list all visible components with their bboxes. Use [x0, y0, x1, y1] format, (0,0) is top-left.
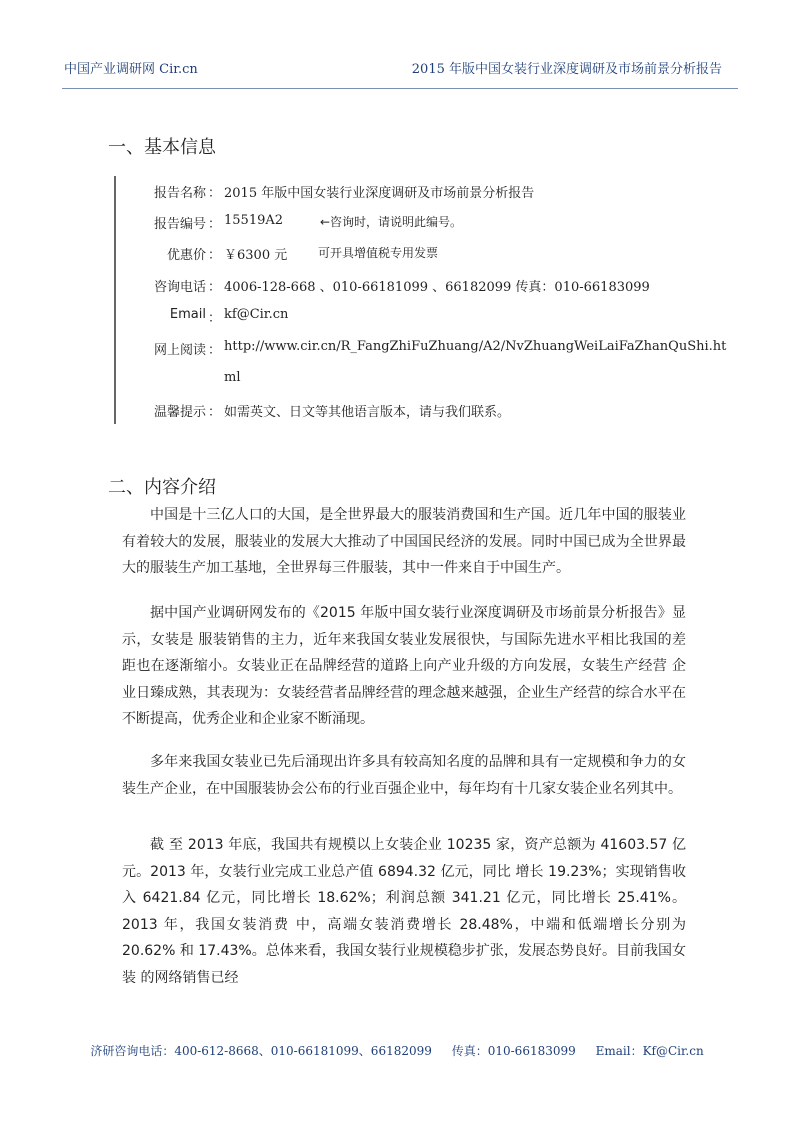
content-paragraph: 多年来我国女装业已先后涌现出许多具有较高知名度的品牌和具有一定规模和争力的女装生产企业，在中国服装协会公布的行业百强企业中，每年均有十几家女装企业名列其中。 — [122, 754, 686, 797]
content-paragraph: 截 至 2013 年底，我国共有规模以上女装企业 10235 家，资产总额为 41603.57 亿元。2013 年，女装行业完成工业总产值 6894.32 亿元，同比 增长 19.23%；实现销售收入 6421.84 亿元，同比增长 18.62%；利润总额 341.21 亿元，同比增长 25.41%。2013 年，我国女装消费 中，高端女装消费增长 28.48%，中端和低端增长分别为 20.62% 和 17.43%。总体来看，我国女装行业规模稳步扩张，发展态势良好。目前我国女装 的网络销售已经 — [122, 837, 686, 986]
page-footer — [0, 1042, 794, 1059]
info-note: 可开具增值税专用发票 — [318, 246, 439, 260]
info-colon: ： — [208, 280, 222, 295]
footer-email[interactable]: Email：Kf@Cir.cn — [595, 1044, 704, 1058]
info-colon: ： — [208, 311, 222, 326]
info-value: 2015 年版中国女装行业深度调研及市场前景分析报告 — [224, 186, 535, 201]
info-value: 15519A2 — [224, 213, 284, 228]
header-report-title: 2015 年版中国女装行业深度调研及市场前景分析报告 — [411, 62, 722, 77]
header-divider — [62, 88, 738, 89]
info-colon: ： — [208, 217, 222, 232]
info-value: 4006-128-668 、010-66181099 、66182099 传真：010-66183099 — [224, 280, 650, 295]
section-title-basic-info: 一、基本信息 — [108, 137, 216, 158]
info-url[interactable]: http://www.cir.cn/R_FangZhiFuZhuang/A2/NvZhuangWeiLaiFaZhanQuShi.ht — [224, 339, 727, 354]
info-colon: ： — [208, 248, 222, 263]
info-label: 报告编号 — [153, 217, 206, 232]
content-paragraph: 据中国产业调研网发布的《2015 年版中国女装行业深度调研及市场前景分析报告》显示，女装是 服装销售的主力，近年来我国女装业发展很快，与国际先进水平相比我国的差距也在逐渐缩小。女装业正在品牌经营的道路上向产业升级的方向发展，女装生产经营 企业日臻成熟，其表现为：女装经营者品牌经营的理念越来越强，企业生产经营的综合水平在不断提高，优秀企业和企业家不断涌现。 — [122, 605, 686, 727]
content-paragraph: 中国是十三亿人口的大国，是全世界最大的服装消费国和生产国。近几年中国的服装业有着较大的发展，服装业的发展大大推动了中国国民经济的发展。同时中国已成为全世界最大的服装生产加工基地，全世界每三件服装，其中一件来自于中国生产。 — [122, 507, 686, 576]
info-colon: ： — [208, 186, 222, 201]
info-label: 咨询电话 — [153, 280, 206, 295]
info-colon: ： — [208, 405, 222, 420]
footer-phone: 济研咨询电话：400-612-8668、010-66181099、66182099 — [90, 1044, 432, 1058]
info-label: 温馨提示 — [153, 405, 206, 420]
info-note: ←咨询时，请说明此编号。 — [320, 215, 463, 229]
info-label: 报告名称 — [153, 186, 206, 201]
basic-info-block — [114, 176, 727, 424]
info-url-continued[interactable]: ml — [224, 370, 241, 385]
info-value: kf@Cir.cn — [224, 307, 289, 322]
info-label: Email — [169, 307, 206, 322]
section-title-content-intro: 二、内容介绍 — [108, 477, 216, 498]
header-site-name: 中国产业调研网 Cir.cn — [64, 62, 198, 77]
info-value: ￥6300 元 — [224, 248, 288, 263]
info-label: 优惠价 — [166, 248, 206, 263]
info-colon: ： — [208, 343, 222, 358]
info-label: 网上阅读 — [153, 343, 206, 358]
info-value: 如需英文、日文等其他语言版本，请与我们联系。 — [224, 405, 511, 420]
footer-fax: 传真：010-66183099 — [451, 1044, 576, 1058]
